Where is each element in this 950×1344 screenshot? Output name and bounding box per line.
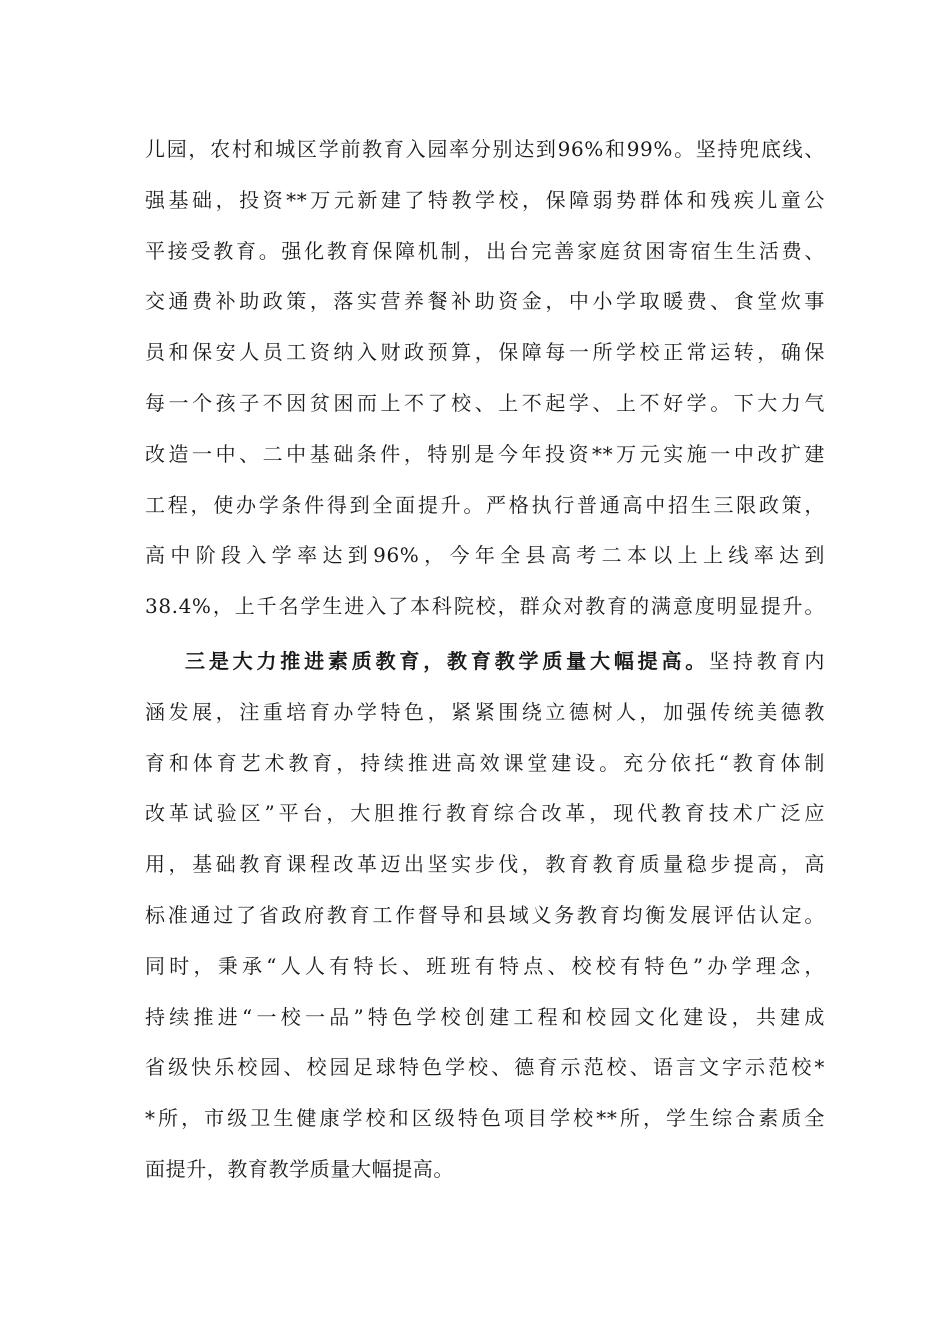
text-line: 面提升，教育教学质量大幅提高。 xyxy=(145,1156,454,1181)
text-line: 省级快乐校园、校园足球特色学校、德育示范校、语言文字示范校* xyxy=(145,1055,825,1080)
text-line: 标准通过了省政府教育工作督导和县域义务教育均衡发展评估认定。 xyxy=(145,902,825,927)
text-line: 改革试验区”平台，大胆推行教育综合改革，现代教育技术广泛应 xyxy=(145,801,825,826)
text-line: 同时，秉承“人人有特长、班班有特点、校校有特色”办学理念， xyxy=(145,953,825,978)
text-line: 育和体育艺术教育，持续推进高效课堂建设。充分依托“教育体制 xyxy=(145,750,825,775)
text-line: 交通费补助政策，落实营养餐补助资金，中小学取暖费、食堂炊事 xyxy=(145,289,825,314)
text-line: 改造一中、二中基础条件，特别是今年投资**万元实施一中改扩建 xyxy=(145,441,825,466)
text-line: 员和保安人员工资纳入财政预算，保障每一所学校正常运转，确保 xyxy=(145,340,825,365)
text-line: 用，基础教育课程改革迈出坚实步伐，教育教育质量稳步提高，高 xyxy=(145,852,825,877)
text-line: 强基础，投资**万元新建了特教学校，保障弱势群体和残疾儿童公 xyxy=(145,187,825,212)
section-heading: 三是大力推进素质教育，教育教学质量大幅提高。 xyxy=(185,649,710,673)
text-line: 工程，使办学条件得到全面提升。严格执行普通高中招生三限政策， xyxy=(145,492,825,517)
text-line: 平接受教育。强化教育保障机制，出台完善家庭贫困寄宿生生活费、 xyxy=(145,238,825,263)
paragraph-first-line xyxy=(145,636,825,687)
text-line: 儿园，农村和城区学前教育入园率分别达到96%和99%。坚持兜底线、 xyxy=(145,137,825,161)
text-line: 每一个孩子不因贫困而上不了校、上不起学、上不好学。下大力气 xyxy=(145,390,825,415)
text-line: *所，市级卫生健康学校和区级特色项目学校**所，学生综合素质全 xyxy=(145,1106,825,1131)
text-line: 涵发展，注重培育办学特色，紧紧围绕立德树人，加强传统美德教 xyxy=(145,699,825,724)
text-line: 38.4%，上千名学生进入了本科院校，群众对教育的满意度明显提升。 xyxy=(145,594,825,619)
text-line: 持续推进“一校一品”特色学校创建工程和校园文化建设，共建成 xyxy=(145,1004,825,1029)
paragraph-education-guarantee xyxy=(145,124,825,632)
paragraph-quality-education xyxy=(145,636,825,1195)
heading-continuation: 坚持教育内 xyxy=(709,649,825,673)
text-line: 高中阶段入学率达到96%，今年全县高考二本以上上线率达到 xyxy=(145,543,825,568)
